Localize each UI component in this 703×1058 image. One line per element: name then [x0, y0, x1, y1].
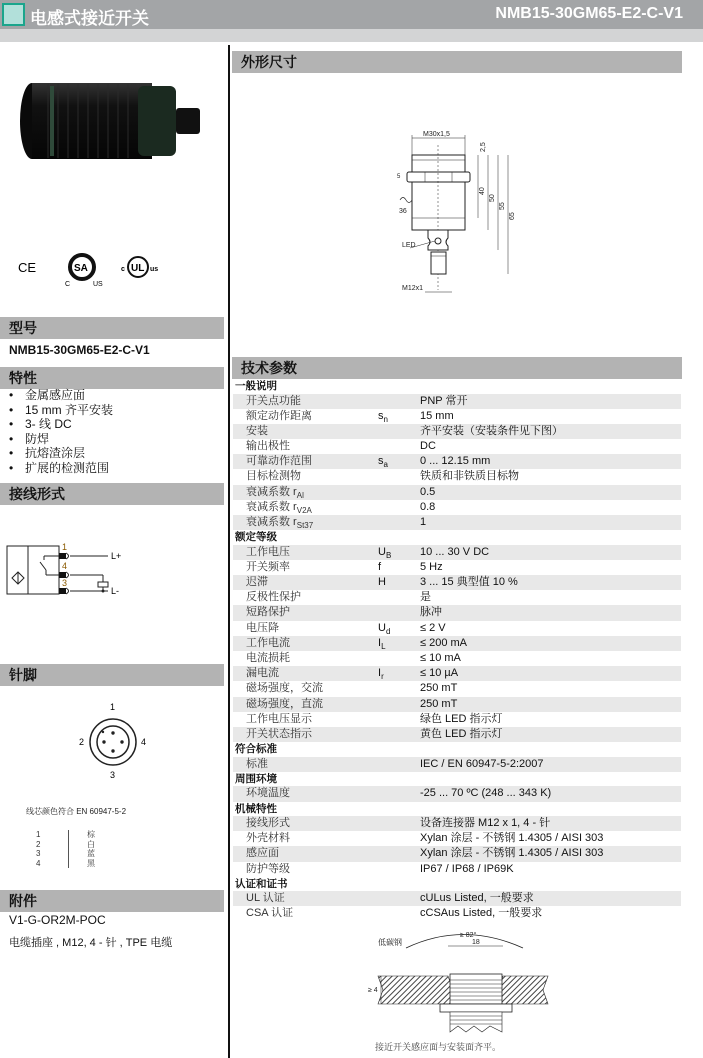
load-icon — [98, 582, 108, 587]
dimension-drawing — [390, 130, 525, 295]
tech-value: IEC / EN 60947-5-2:2007 — [420, 757, 544, 770]
svg-text:UL: UL — [131, 263, 145, 274]
installation-diagram — [368, 926, 558, 1036]
tech-symbol — [378, 681, 420, 696]
pin-label-1: 1 — [110, 702, 116, 712]
tech-group-header: 一般说明 — [235, 380, 277, 392]
tech-row — [233, 590, 681, 605]
tech-value: 0 ... 12.15 mm — [420, 455, 491, 468]
tech-row — [233, 906, 681, 921]
tech-row — [233, 786, 681, 801]
section-dimensions-header: 外形尺寸 — [232, 51, 682, 73]
tech-label: 接线形式 — [246, 817, 290, 829]
tech-value: PNP 常开 — [420, 394, 468, 407]
wiring-diagram — [4, 538, 134, 600]
feature-item: • 防焊 — [9, 432, 113, 447]
tech-symbol — [378, 590, 420, 605]
tech-value: 铁质和非铁质目标物 — [420, 470, 519, 483]
accessory-name[interactable]: V1-G-OR2M-POC — [9, 913, 106, 927]
svg-text:US: US — [93, 281, 103, 288]
svg-text:us: us — [150, 266, 159, 273]
tech-group-header: 认证和证书 — [235, 877, 288, 890]
tech-symbol — [378, 485, 420, 500]
tech-symbol — [378, 727, 420, 742]
tech-symbol — [378, 515, 420, 530]
tech-value: 5 Hz — [420, 560, 443, 573]
tech-row — [233, 439, 681, 454]
tech-symbol — [378, 786, 420, 801]
tech-row — [233, 545, 681, 560]
tech-label: 迟滞 — [246, 576, 268, 589]
install-width: 18 — [472, 939, 480, 946]
tech-value: 15 mm — [420, 409, 454, 422]
tech-label: 输出极性 — [246, 440, 290, 453]
dim-2-5: 2,5 — [480, 142, 487, 152]
svg-text:c: c — [121, 266, 125, 273]
tech-value: 10 ... 30 V DC — [420, 545, 490, 558]
tech-symbol: f — [378, 560, 382, 573]
section-accessories-header: 附件 — [0, 890, 224, 912]
tech-value: ≤ 10 µA — [420, 667, 459, 680]
section-wiring-header: 接线形式 — [0, 483, 224, 505]
dim-thread: M30x1,5 — [423, 131, 450, 138]
tech-row — [233, 454, 681, 469]
tech-symbol — [378, 651, 420, 666]
tech-row — [233, 712, 681, 727]
svg-text:C: C — [65, 281, 71, 288]
pinout-diagram — [70, 698, 160, 783]
sub-bar — [0, 29, 703, 42]
dim-nut: 5 — [397, 174, 401, 180]
accessory-description: 电缆插座 , M12, 4 - 针 , TPE 电缆 — [9, 937, 173, 949]
tech-symbol — [378, 906, 420, 921]
tech-row — [233, 891, 681, 906]
section-tech-header: 技术参数 — [232, 357, 682, 379]
wiring-pin-4: 4 — [62, 561, 68, 571]
section-model-header: 型号 — [0, 317, 224, 339]
features-list — [9, 388, 113, 476]
tech-label: 目标检测物 — [246, 470, 301, 483]
ul-mark-icon — [121, 257, 158, 277]
wire-color-row: 3 蓝 — [36, 849, 95, 858]
tech-label: 反极性保护 — [246, 591, 301, 604]
product-photo — [18, 80, 203, 162]
install-angle: ≥ 82° — [460, 932, 477, 939]
dim-65: 65 — [509, 212, 516, 220]
tech-symbol — [378, 862, 420, 877]
tech-value: 3 ... 15 典型值 10 % — [420, 576, 518, 589]
tech-row — [233, 636, 681, 651]
tech-row — [233, 831, 681, 846]
wire-color-row: 2 白 — [36, 839, 95, 849]
tech-label: 可靠动作范围 — [246, 455, 312, 468]
certification-logos — [18, 252, 218, 288]
tech-row — [233, 515, 681, 530]
feature-item: • 15 mm 齐平安装 — [9, 403, 113, 418]
tech-label: CSA 认证 — [246, 907, 294, 920]
tech-label: 漏电流 — [246, 667, 279, 680]
section-pins-header: 针脚 — [0, 664, 224, 686]
install-depth: ≥ 4 — [368, 987, 378, 994]
tech-value: 脉冲 — [420, 606, 442, 619]
tech-label: 安装 — [246, 424, 268, 437]
tech-label: 工作电流 — [246, 636, 290, 649]
install-material: 低碳钢 — [378, 938, 402, 947]
tech-value: cCSAus Listed, 一般要求 — [420, 907, 543, 920]
tech-row — [233, 409, 681, 424]
pin-label-3: 3 — [110, 770, 116, 780]
tech-symbol — [378, 697, 420, 712]
feature-item: • 抗熔渣涂层 — [9, 446, 113, 461]
tech-label: 工作电压显示 — [246, 712, 312, 725]
tech-label: 电压降 — [246, 621, 279, 634]
tech-symbol: $s_a$ — [378, 455, 388, 470]
brand-square-icon — [2, 3, 25, 26]
tech-value: 1 — [420, 516, 427, 528]
tech-symbol — [378, 605, 420, 620]
wire-color-row: 4 黑 — [36, 858, 95, 868]
dim-connector: M12x1 — [402, 285, 424, 292]
tech-symbol — [378, 500, 420, 515]
tech-symbol: $U_B$ — [378, 545, 392, 560]
tech-value: 250 mT — [420, 697, 458, 710]
tech-row — [233, 727, 681, 742]
tech-symbol — [378, 712, 420, 727]
pin-label-2: 2 — [79, 737, 85, 747]
tech-value: 0.5 — [420, 485, 436, 498]
tech-label: 感应面 — [246, 847, 279, 860]
ce-mark-icon: CE — [18, 260, 37, 275]
tech-row — [233, 757, 681, 772]
tech-row — [233, 651, 681, 666]
tech-group-header: 符合标准 — [235, 743, 277, 756]
model-number: NMB15-30GM65-E2-C-V1 — [9, 343, 150, 357]
dim-wrench: 36 — [399, 208, 407, 215]
column-divider — [228, 45, 230, 1058]
tech-label: 开关频率 — [246, 560, 290, 573]
tech-value: 齐平安装（安装条件见下图） — [420, 424, 563, 437]
tech-symbol — [378, 816, 420, 831]
csa-mark-icon — [65, 255, 103, 288]
title-bar — [0, 0, 703, 29]
tech-label: UL 认证 — [246, 892, 285, 905]
pin-label-4: 4 — [141, 737, 147, 747]
tech-value: 绿色 LED 指示灯 — [420, 712, 503, 725]
install-caption: 接近开关感应面与安装面齐平。 — [375, 1042, 502, 1052]
tech-value: 0.8 — [420, 500, 436, 513]
wiring-pin-1: 1 — [62, 542, 68, 552]
tech-symbol: $I_r$ — [378, 667, 384, 682]
tech-row — [233, 846, 681, 861]
tech-value: cULus Listed, 一般要求 — [420, 892, 534, 905]
tech-value: 黄色 LED 指示灯 — [420, 727, 503, 740]
tech-group-header: 周围环境 — [235, 772, 277, 785]
feature-item: • 扩展的检测范围 — [9, 461, 113, 476]
tech-row — [233, 666, 681, 681]
wire-color-table — [36, 830, 95, 868]
wire-color-title: 线芯颜色符合 EN 60947-5-2 — [26, 807, 127, 816]
header-model: NMB15-30GM65-E2-C-V1 — [495, 5, 683, 22]
tech-value: DC — [420, 440, 436, 453]
tech-symbol — [378, 891, 420, 906]
page-title: 电感式接近开关 — [30, 9, 149, 28]
tech-value: ≤ 200 mA — [420, 636, 468, 649]
tech-value: ≤ 2 V — [420, 621, 446, 634]
tech-group-header: 机械特性 — [235, 802, 277, 815]
tech-label: 磁场强度，交流 — [246, 682, 323, 695]
tech-label: 短路保护 — [246, 606, 290, 619]
tech-row — [233, 560, 681, 575]
tech-value: 是 — [420, 591, 431, 604]
tech-value: ≤ 10 mA — [420, 652, 461, 664]
tech-label: 外壳材料 — [246, 832, 290, 845]
wiring-pin-3: 3 — [62, 578, 68, 588]
tech-label: 工作电压 — [246, 545, 290, 558]
wire-color-row: 1 棕 — [36, 830, 95, 839]
tech-row — [233, 575, 681, 590]
tech-label: 衰减系数 $r_{V2A}$ — [246, 500, 312, 515]
tech-value: 设备连接器 M12 x 1, 4 - 针 — [420, 817, 551, 829]
tech-symbol — [378, 424, 420, 439]
tech-spec-table — [233, 379, 681, 922]
tech-row — [233, 816, 681, 831]
tech-row — [233, 605, 681, 620]
tech-row — [233, 500, 681, 515]
tech-row — [233, 424, 681, 439]
tech-label: 环境温度 — [246, 787, 290, 800]
wiring-lplus: L+ — [111, 551, 122, 561]
tech-label: 衰减系数 $r_{Al}$ — [246, 485, 304, 500]
dim-55: 55 — [499, 202, 506, 210]
tech-symbol — [378, 394, 420, 409]
tech-row — [233, 681, 681, 696]
tech-label: 衰减系数 $r_{St37}$ — [246, 516, 314, 530]
tech-symbol — [378, 757, 420, 772]
tech-label: 标准 — [246, 757, 268, 770]
tech-symbol — [378, 846, 420, 861]
tech-symbol — [378, 469, 420, 484]
tech-value: IP67 / IP68 / IP69K — [420, 862, 514, 875]
tech-symbol: H — [378, 576, 386, 589]
tech-symbol: $I_L$ — [378, 636, 386, 651]
tech-value: 250 mT — [420, 682, 458, 695]
tech-label: 电流损耗 — [246, 652, 290, 664]
tech-value: Xylan 涂层 - 不锈钢 1.4305 / AISI 303 — [420, 847, 604, 860]
tech-row — [233, 469, 681, 484]
tech-symbol — [378, 831, 420, 846]
dim-led: LED — [402, 242, 416, 249]
tech-symbol: $U_d$ — [378, 621, 391, 636]
dim-50: 50 — [489, 194, 496, 202]
tech-row — [233, 394, 681, 409]
tech-group-header: 额定等级 — [235, 531, 277, 544]
tech-label: 开关点功能 — [246, 394, 301, 407]
svg-text:SA: SA — [74, 263, 88, 274]
feature-item: • 3- 线 DC — [9, 417, 113, 432]
section-features-header: 特性 — [0, 367, 224, 389]
feature-item: • 金属感应面 — [9, 388, 113, 403]
tech-label: 额定动作距离 — [246, 409, 312, 422]
tech-label: 磁场强度，直流 — [246, 697, 323, 710]
dim-40: 40 — [479, 187, 486, 195]
tech-value: Xylan 涂层 - 不锈钢 1.4305 / AISI 303 — [420, 832, 604, 845]
tech-row — [233, 621, 681, 636]
tech-row — [233, 697, 681, 712]
tech-symbol: $s_n$ — [378, 409, 388, 424]
wiring-lminus: L- — [111, 586, 120, 596]
tech-row — [233, 485, 681, 500]
tech-label: 防护等级 — [246, 862, 290, 875]
tech-label: 开关状态指示 — [246, 727, 312, 740]
tech-symbol — [378, 439, 420, 454]
wrench-icon — [400, 198, 412, 203]
tech-row — [233, 862, 681, 877]
tech-value: -25 ... 70 ºC (248 ... 343 K) — [420, 787, 552, 800]
